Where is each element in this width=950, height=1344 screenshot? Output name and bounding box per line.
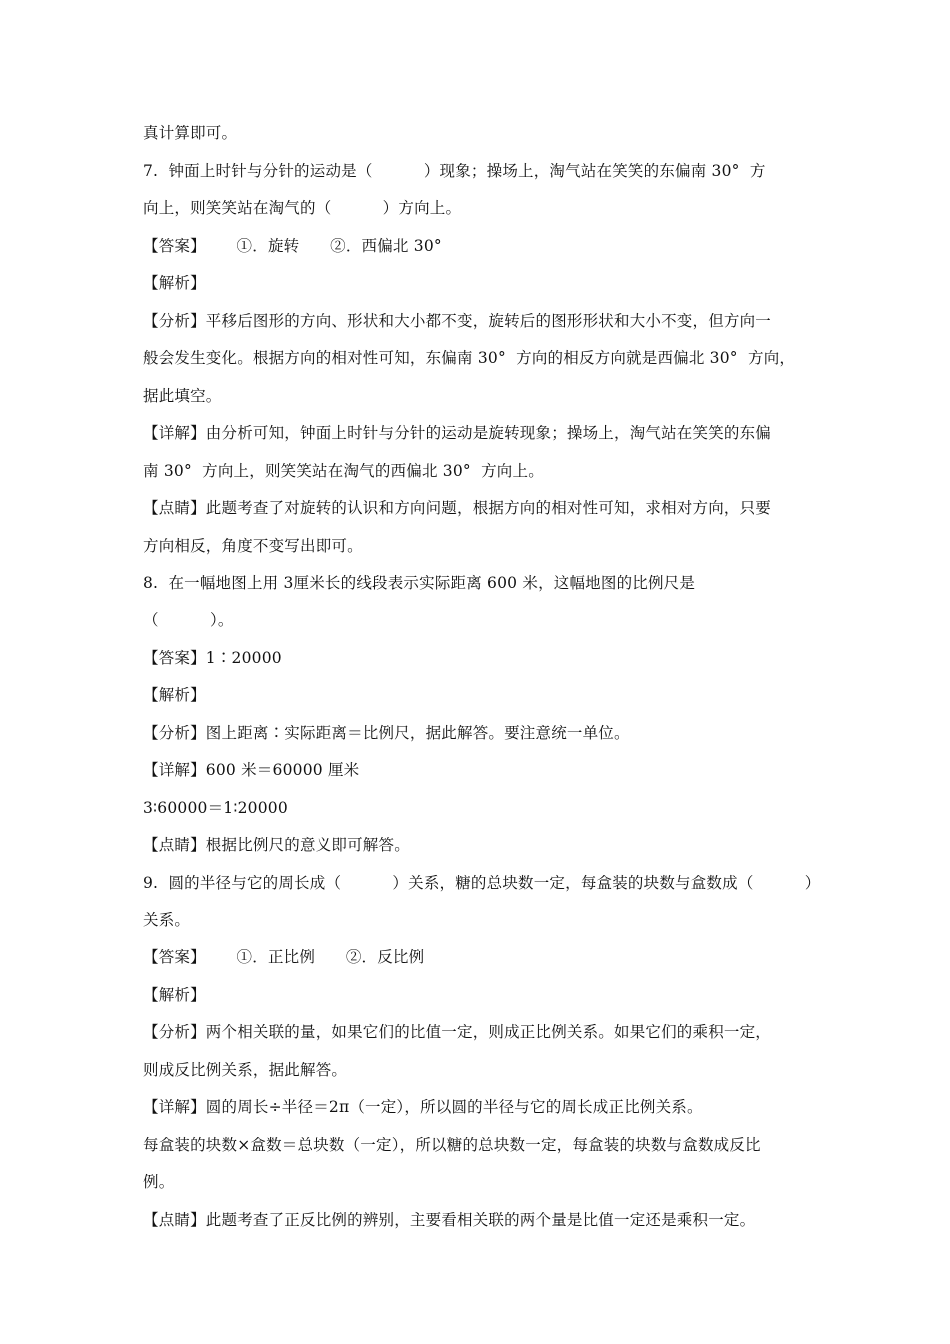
comment-line: 【点睛】此题考查了对旋转的认识和方向问题，根据方向的相对性可知，求相对方向，只要 <box>143 499 772 517</box>
comment-line: 【点睛】此题考查了正反比例的辨别，主要看相关联的两个量是比值一定还是乘积一定。 <box>143 1211 756 1229</box>
answer-line: 【答案】 ①．正比例 ②．反比例 <box>143 948 425 966</box>
question-9-line-2: 关系。 <box>143 911 191 929</box>
analysis-heading: 【解析】 <box>143 686 206 704</box>
answer-line: 【答案】 ①．旋转 ②．西偏北 30° <box>143 237 442 255</box>
analysis-line: 据此填空。 <box>143 387 222 405</box>
analysis-heading: 【解析】 <box>143 986 206 1004</box>
analysis-line: 【分析】两个相关联的量，如果它们的比值一定，则成正比例关系。如果它们的乘积一定， <box>143 1023 772 1041</box>
question-9-line-1: 9. 圆的半径与它的周长成（ ）关系，糖的总块数一定，每盒装的块数与盒数成（ ） <box>143 874 821 892</box>
comment-line: 方向相反，角度不变写出即可。 <box>143 537 363 555</box>
detail-line: 例。 <box>143 1173 175 1191</box>
detail-line: 【详解】600 米＝60000 厘米 <box>143 761 360 779</box>
answer-line: 【答案】1∶20000 <box>143 649 282 667</box>
analysis-line: 【分析】图上距离∶实际距离＝比例尺，据此解答。要注意统一单位。 <box>143 724 630 742</box>
analysis-line: 般会发生变化。根据方向的相对性可知，东偏南 30° 方向的相反方向就是西偏北 30° 方向， <box>143 349 796 367</box>
detail-line: 【详解】由分析可知，钟面上时针与分针的运动是旋转现象；操场上，淘气站在笑笑的东偏 <box>143 424 772 442</box>
detail-line: 【详解】圆的周长÷半径＝2π（一定），所以圆的半径与它的周长成正比例关系。 <box>143 1098 703 1116</box>
text-line: 真计算即可。 <box>143 124 238 142</box>
analysis-heading: 【解析】 <box>143 274 206 292</box>
detail-line: 南 30° 方向上，则笑笑站在淘气的西偏北 30° 方向上。 <box>143 462 544 480</box>
comment-line: 【点睛】根据比例尺的意义即可解答。 <box>143 836 410 854</box>
question-8-line-2: （ ）。 <box>143 611 234 629</box>
question-7-line-1: 7. 钟面上时针与分针的运动是（ ）现象；操场上，淘气站在笑笑的东偏南 30° 方 <box>143 162 766 180</box>
detail-line: 3∶60000＝1∶20000 <box>143 799 288 817</box>
question-8-line-1: 8. 在一幅地图上用 3厘米长的线段表示实际距离 600 米，这幅地图的比例尺是 <box>143 574 696 592</box>
detail-line: 每盒装的块数×盒数＝总块数（一定），所以糖的总块数一定，每盒装的块数与盒数成反比 <box>143 1136 761 1154</box>
analysis-line: 则成反比例关系，据此解答。 <box>143 1061 348 1079</box>
question-7-line-2: 向上，则笑笑站在淘气的（ ）方向上。 <box>143 199 462 217</box>
analysis-line: 【分析】平移后图形的方向、形状和大小都不变，旋转后的图形形状和大小不变，但方向一 <box>143 312 772 330</box>
